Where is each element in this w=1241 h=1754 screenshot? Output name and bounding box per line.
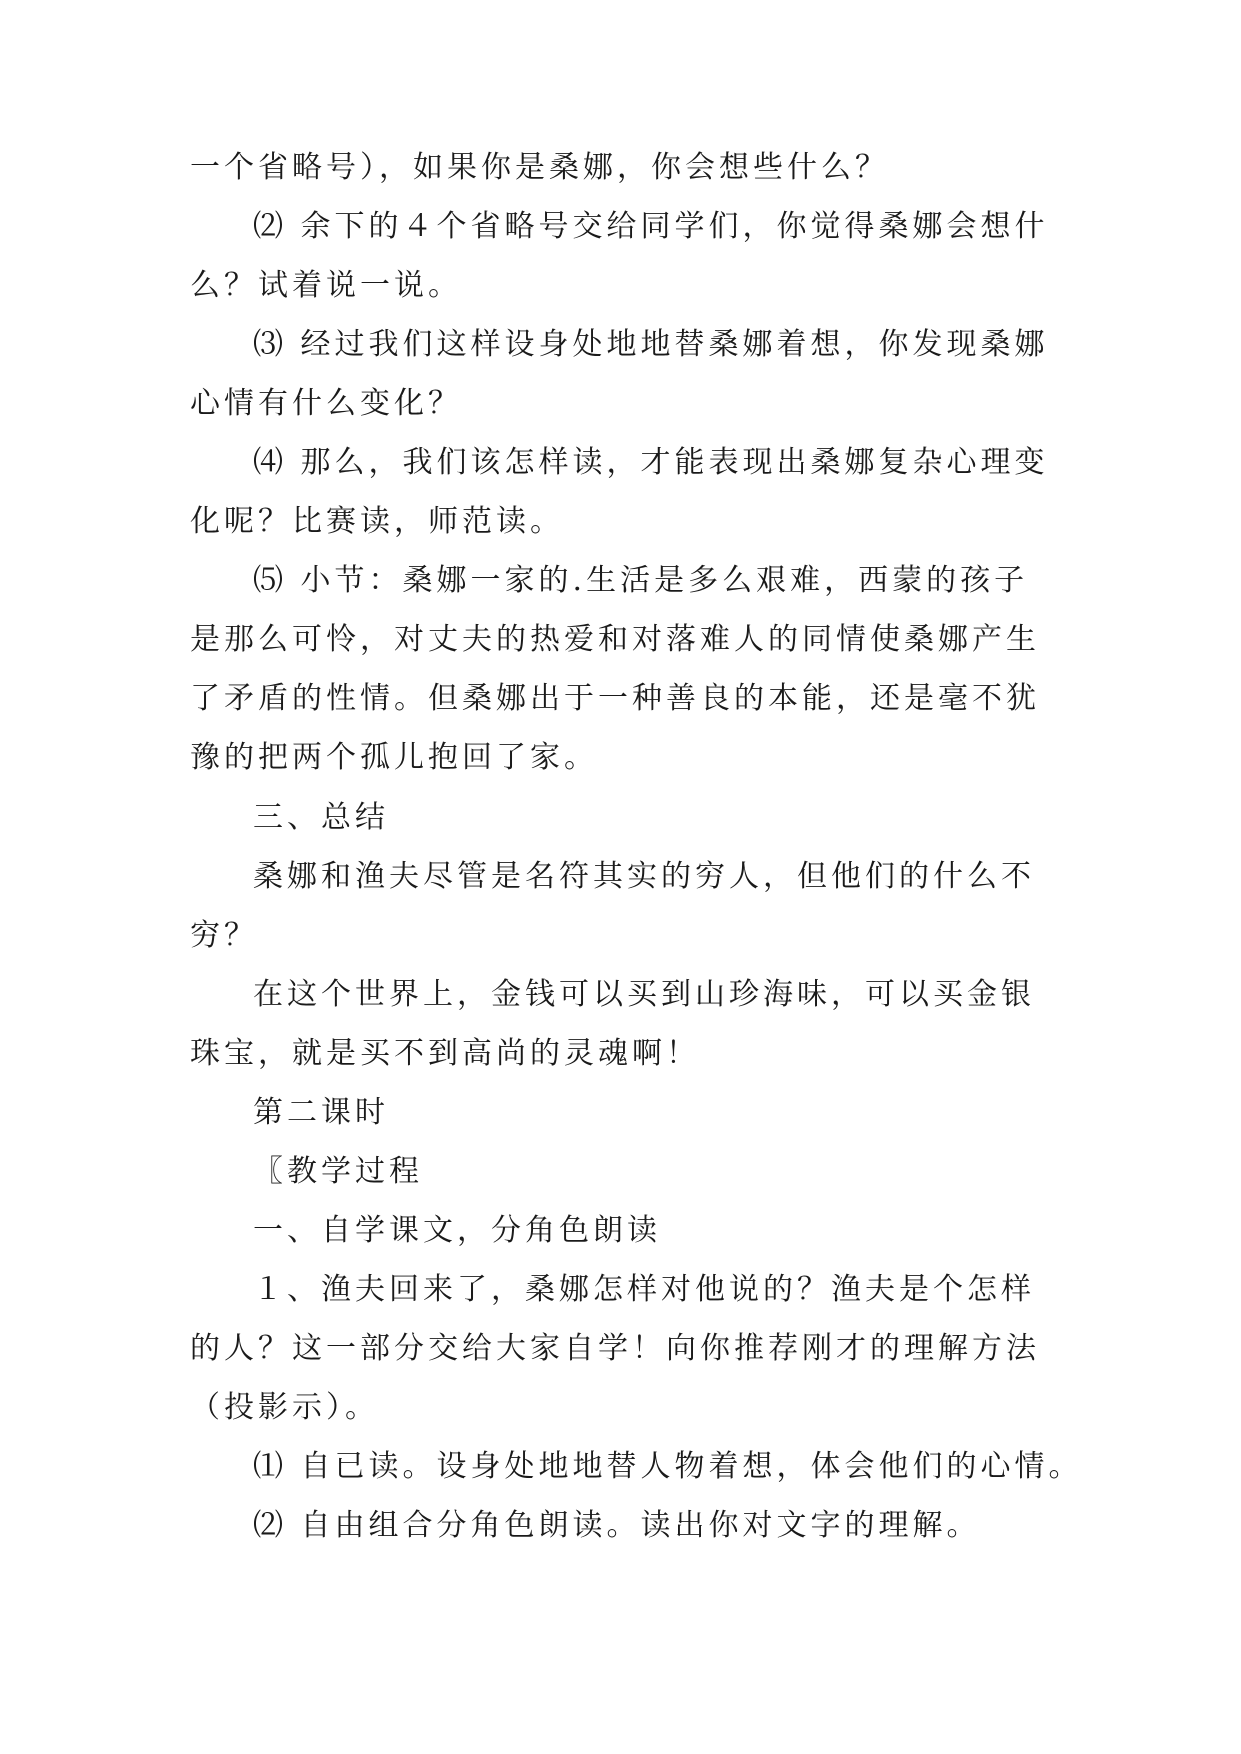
paragraph-8: １、渔夫回来了，桑娜怎样对他说的？渔夫是个怎样的人？这一部分交给大家自学！向你推荐刚才的理解方法（投影示）。: [190, 1272, 1040, 1425]
paragraph-7: 在这个世界上，金钱可以买到山珍海味，可以买金银珠宝，就是买不到高尚的灵魂啊！: [190, 977, 1035, 1071]
paragraph-1: 一个省略号），如果你是桑娜，你会想些什么？: [190, 150, 889, 185]
paragraph-2: ⑵ 余下的４个省略号交给同学们，你觉得桑娜会想什么？试着说一说。: [190, 209, 1049, 303]
paragraph-4: ⑷ 那么，我们该怎样读，才能表现出桑娜复杂心理变化呢？比赛读，师范读。: [190, 445, 1049, 539]
paragraph-9: ⑴ 自已读。设身处地地替人物着想，体会他们的心情。: [253, 1449, 1083, 1484]
lesson-heading: 第二课时: [253, 1095, 389, 1130]
process-heading: 〖教学过程: [253, 1154, 423, 1189]
paragraph-5: ⑸ 小节：桑娜一家的.生活是多么艰难，西蒙的孩子是那么可怜，对丈夫的热爱和对落难人的同情使桑娜产生了矛盾的性情。但桑娜出于一种善良的本能，还是毫不犹豫的把两个孤儿抱回了家。: [190, 563, 1040, 775]
section-heading-summary: 三、总结: [253, 800, 389, 835]
paragraph-6: 桑娜和渔夫尽管是名符其实的穷人，但他们的什么不穷？: [190, 859, 1035, 953]
paragraph-3: ⑶ 经过我们这样设身处地地替桑娜着想，你发现桑娜心情有什么变化？: [190, 327, 1049, 421]
paragraph-10: ⑵ 自由组合分角色朗读。读出你对文字的理解。: [253, 1508, 981, 1543]
section-heading-self-study: 一、自学课文，分角色朗读: [253, 1213, 661, 1248]
